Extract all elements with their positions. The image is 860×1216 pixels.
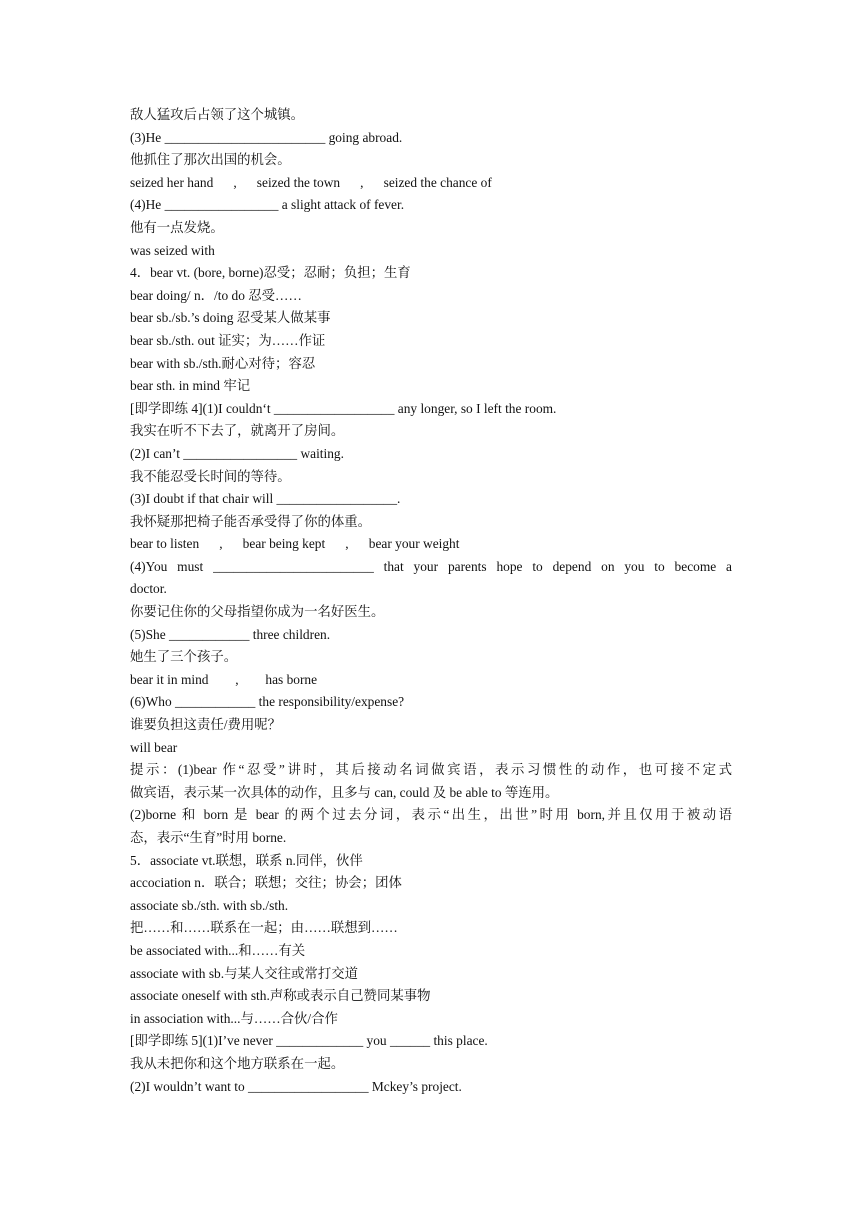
phrase-line: associate oneself with sth.声称或表示自己赞同某事物: [130, 988, 431, 1004]
phrase-line: bear sb./sth. out 证实；为……作证: [130, 332, 326, 348]
exercise-line: [即学即练 5](1)I’ve never _____________ you ______ this place.: [130, 1033, 488, 1049]
tip-line: (2)borne 和 born 是 bear 的两个过去分词，表示“出生，出世”时用 born,并且仅用于被动语: [130, 807, 732, 823]
exercise-line: (2)I wouldn’t want to __________________ Mckey’s project.: [130, 1078, 462, 1094]
phrase-line: 把……和……联系在一起；由……联想到……: [130, 920, 398, 936]
translation-line: 她生了三个孩子。: [130, 649, 238, 665]
exercise-line: (6)Who ____________ the responsibility/expense?: [130, 694, 405, 710]
tip-line: 提示：(1)bear 作“忍受”讲时，其后接动名词做宾语，表示习惯性的动作，也可接不定式: [130, 762, 732, 778]
translation-line: 我实在听不下去了，就离开了房间。: [130, 423, 345, 439]
text-line: 敌人猛攻后占领了这个城镇。: [130, 107, 305, 122]
phrase-line: bear sth. in mind 牢记: [130, 378, 251, 394]
translation-line: 他抓住了那次出国的机会。: [130, 152, 291, 168]
answer-line: seized her hand , seized the town , seized the chance of: [130, 174, 492, 190]
exercise-line: (4)You must ________________________ that your parents hope to depend on you to become a: [130, 558, 732, 574]
phrase-line: accociation n．联合；联想；交往；协会；团体: [130, 875, 402, 891]
tip-line: 做宾语，表示某一次具体的动作，且多与 can, could 及 be able to 等连用。: [130, 784, 559, 800]
exercise-line-continued: doctor.: [130, 581, 167, 597]
phrase-line: associate sb./sth. with sb./sth.: [130, 897, 289, 913]
phrase-line: be associated with...和……有关: [130, 942, 306, 958]
answer-line: was seized with: [130, 242, 215, 258]
answer-line: bear it in mind , has borne: [130, 671, 318, 687]
exercise-line: [即学即练 4](1)I couldn‘t __________________ any longer, so I left the room.: [130, 400, 557, 416]
exercise-line: (3)I doubt if that chair will __________________.: [130, 491, 401, 507]
answer-line: will bear: [130, 739, 178, 755]
translation-line: 我怀疑那把椅子能否承受得了你的体重。: [130, 513, 372, 529]
translation-line: 他有一点发烧。: [130, 219, 224, 235]
translation-line: 我从未把你和这个地方联系在一起。: [130, 1055, 345, 1071]
phrase-line: associate with sb.与某人交往或常打交道: [130, 965, 358, 981]
document-page: [130, 104, 732, 1098]
translation-line: 我不能忍受长时间的等待。: [130, 468, 291, 484]
vocab-heading: 5．associate vt.联想，联系 n.同伴，伙伴: [130, 852, 363, 868]
phrase-line: bear with sb./sth.耐心对待；容忍: [130, 355, 316, 371]
phrase-line: in association with...与……合伙/合作: [130, 1010, 338, 1026]
exercise-line: (3)He ________________________ going abroad.: [130, 129, 403, 145]
tip-line: 态，表示“生育”时用 borne.: [130, 830, 287, 845]
exercise-line: (2)I can’t _________________ waiting.: [130, 445, 344, 461]
phrase-line: bear sb./sb.’s doing 忍受某人做某事: [130, 310, 331, 326]
phrase-line: bear doing/ n．/to do 忍受……: [130, 287, 302, 303]
vocab-heading: 4．bear vt. (bore, borne)忍受；忍耐；负担；生育: [130, 265, 411, 281]
answer-line: bear to listen , bear being kept , bear your weight: [130, 536, 460, 552]
translation-line: 谁要负担这责任/费用呢？: [130, 717, 282, 733]
exercise-line: (5)She ____________ three children.: [130, 626, 331, 642]
translation-line: 你要记住你的父母指望你成为一名好医生。: [130, 604, 385, 620]
exercise-line: (4)He _________________ a slight attack of fever.: [130, 197, 405, 213]
